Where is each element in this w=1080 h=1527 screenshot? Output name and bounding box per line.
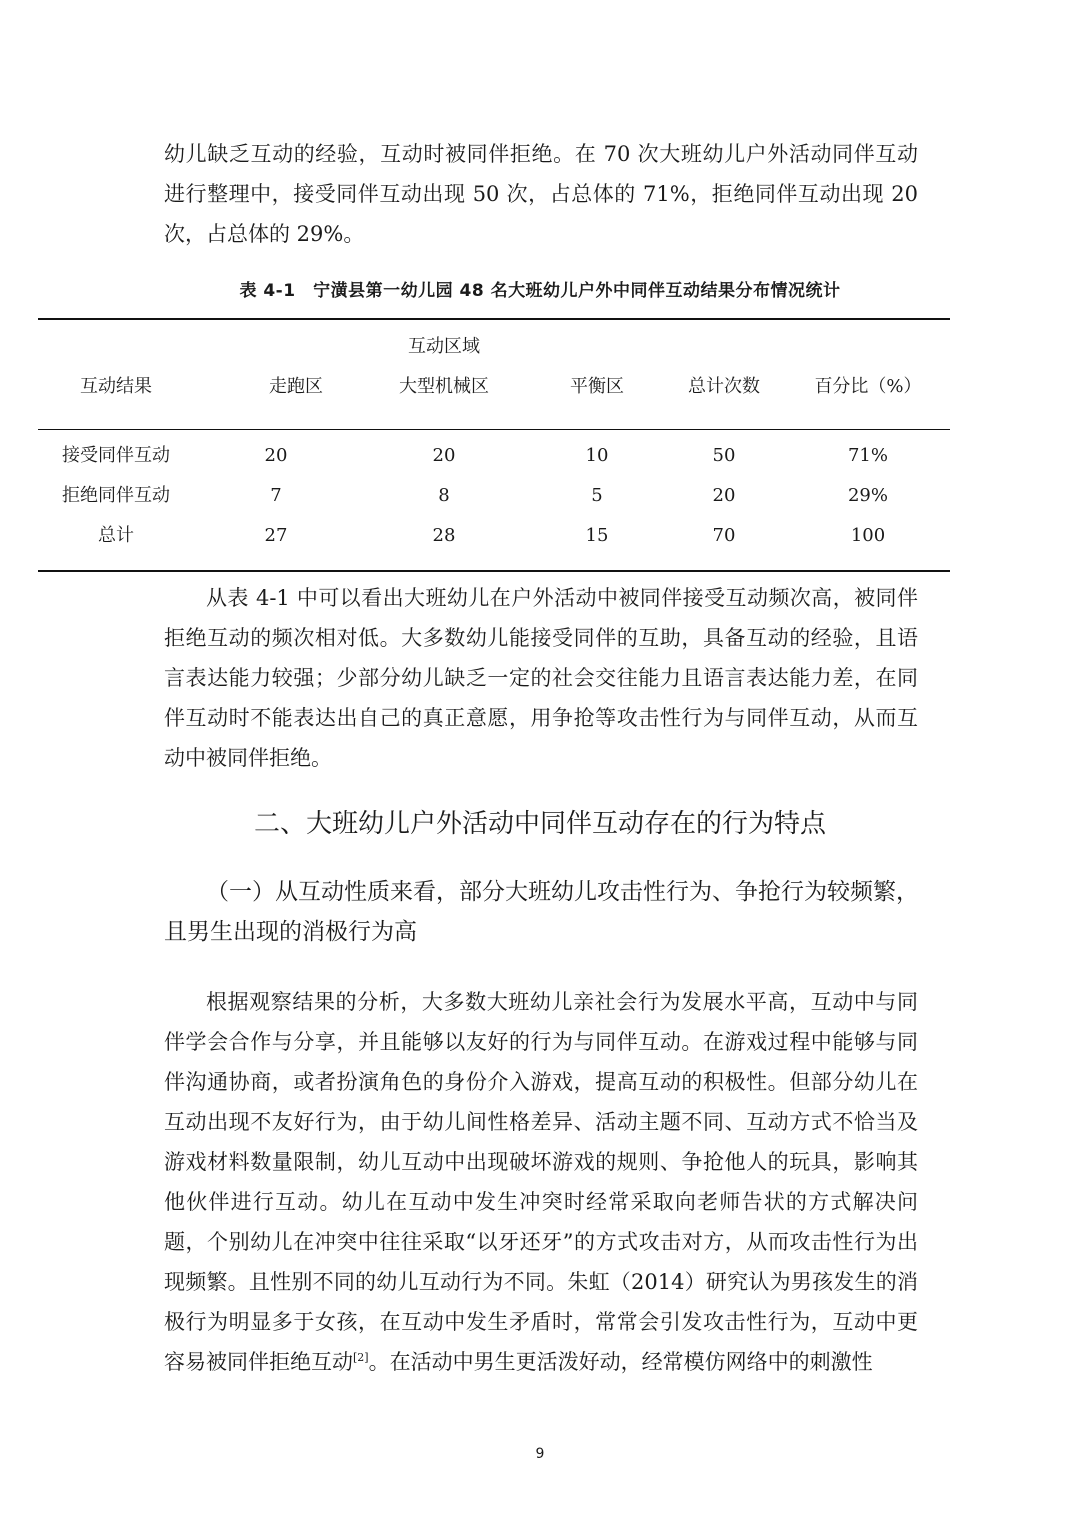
table-cell: 28 — [432, 525, 456, 546]
table-cell: 8 — [438, 485, 450, 506]
table-cell: 20 — [264, 445, 288, 466]
table-cell: 拒绝同伴互动 — [62, 485, 170, 506]
table-cell: 71% — [847, 445, 888, 466]
table-header-cell: 走跑区 — [269, 376, 323, 397]
table-cell: 7 — [270, 485, 282, 506]
table-cell: 接受同伴互动 — [62, 445, 170, 466]
table-header-cell: 百分比（%） — [814, 376, 922, 397]
subsection-heading: （一）从互动性质来看，部分大班幼儿攻击性行为、争抢行为较频繁，且男生出现的消极行为高 — [164, 879, 919, 945]
table-header-cell: 总计次数 — [688, 376, 760, 397]
table-bottom-rule — [38, 570, 950, 572]
paragraph-intro: 幼儿缺乏互动的经验，互动时被同伴拒绝。在 70 次大班幼儿户外活动同伴互动进行整理中，接受同伴互动出现 50 次，占总体的 71%，拒绝同伴互动出现 20 次，占总体的 29%。 — [164, 142, 918, 246]
paragraph-observation-text: 根据观察结果的分析，大多数大班幼儿亲社会行为发展水平高，互动中与同伴学会合作与分享，并且能够以友好的行为与同伴互动。在游戏过程中能够与同伴沟通协商，或者扮演角色的身份介入游戏，提高互动的积极性。但部分幼儿在互动出现不友好行为，由于幼儿间性格差异、活动主题不同、互动方式不恰当及游戏材料数量限制，幼儿互动中出现破坏游戏的规则、争抢他人的玩具，影响其他伙伴进行互动。幼儿在互动中发生冲突时经常采取向老师告状的方式解决问题，个别幼儿在冲突中往往采取“以牙还牙”的方式攻击对方，从而攻击性行为出现频繁。且性别不同的幼儿互动行为不同。朱虹（2014）研究认为男孩发生的消极行为明显多于女孩，在互动中发生矛盾时，常常会引发攻击性行为，互动中更容易被同伴拒绝互动 — [164, 990, 918, 1374]
table-cell: 总计 — [98, 525, 134, 546]
table-cell: 100 — [850, 525, 886, 546]
table-header-cell: 平衡区 — [570, 376, 624, 397]
paragraph-observation-end: 。在活动中男生更活泼好动，经常模仿网络中的刺激性 — [368, 1350, 873, 1374]
table-cell: 5 — [591, 485, 603, 506]
table-caption: 表 4-1 宁潢县第一幼儿园 48 名大班幼儿户外中同伴互动结果分布情况统计 — [239, 281, 841, 301]
table-top-rule — [38, 318, 950, 320]
table-cell: 29% — [847, 485, 888, 506]
table-cell: 10 — [585, 445, 609, 466]
table-group-header: 互动区域 — [408, 336, 480, 357]
table-cell: 15 — [585, 525, 609, 546]
section-heading: 二、大班幼儿户外活动中同伴互动存在的行为特点 — [253, 809, 826, 839]
table-cell: 50 — [712, 445, 736, 466]
table-cell: 20 — [432, 445, 456, 466]
table-cell: 20 — [712, 485, 736, 506]
paragraph-observation — [164, 982, 918, 1382]
table-header-cell: 互动结果 — [80, 376, 152, 397]
page-number: 9 — [535, 1446, 545, 1462]
table-cell: 70 — [712, 525, 736, 546]
table-header-cell: 大型机械区 — [399, 376, 489, 397]
paragraph-table-analysis: 从表 4-1 中可以看出大班幼儿在户外活动中被同伴接受互动频次高，被同伴拒绝互动的频次相对低。大多数幼儿能接受同伴的互助，具备互动的经验，且语言表达能力较强；少部分幼儿缺乏一定的社会交往能力且语言表达能力差，在同伴互动时不能表达出自己的真正意愿，用争抢等攻击性行为与同伴互动，从而互动中被同伴拒绝。 — [164, 586, 918, 770]
table-cell: 27 — [264, 525, 288, 546]
citation-ref: [2] — [353, 1351, 369, 1364]
table-header-rule — [38, 429, 950, 430]
